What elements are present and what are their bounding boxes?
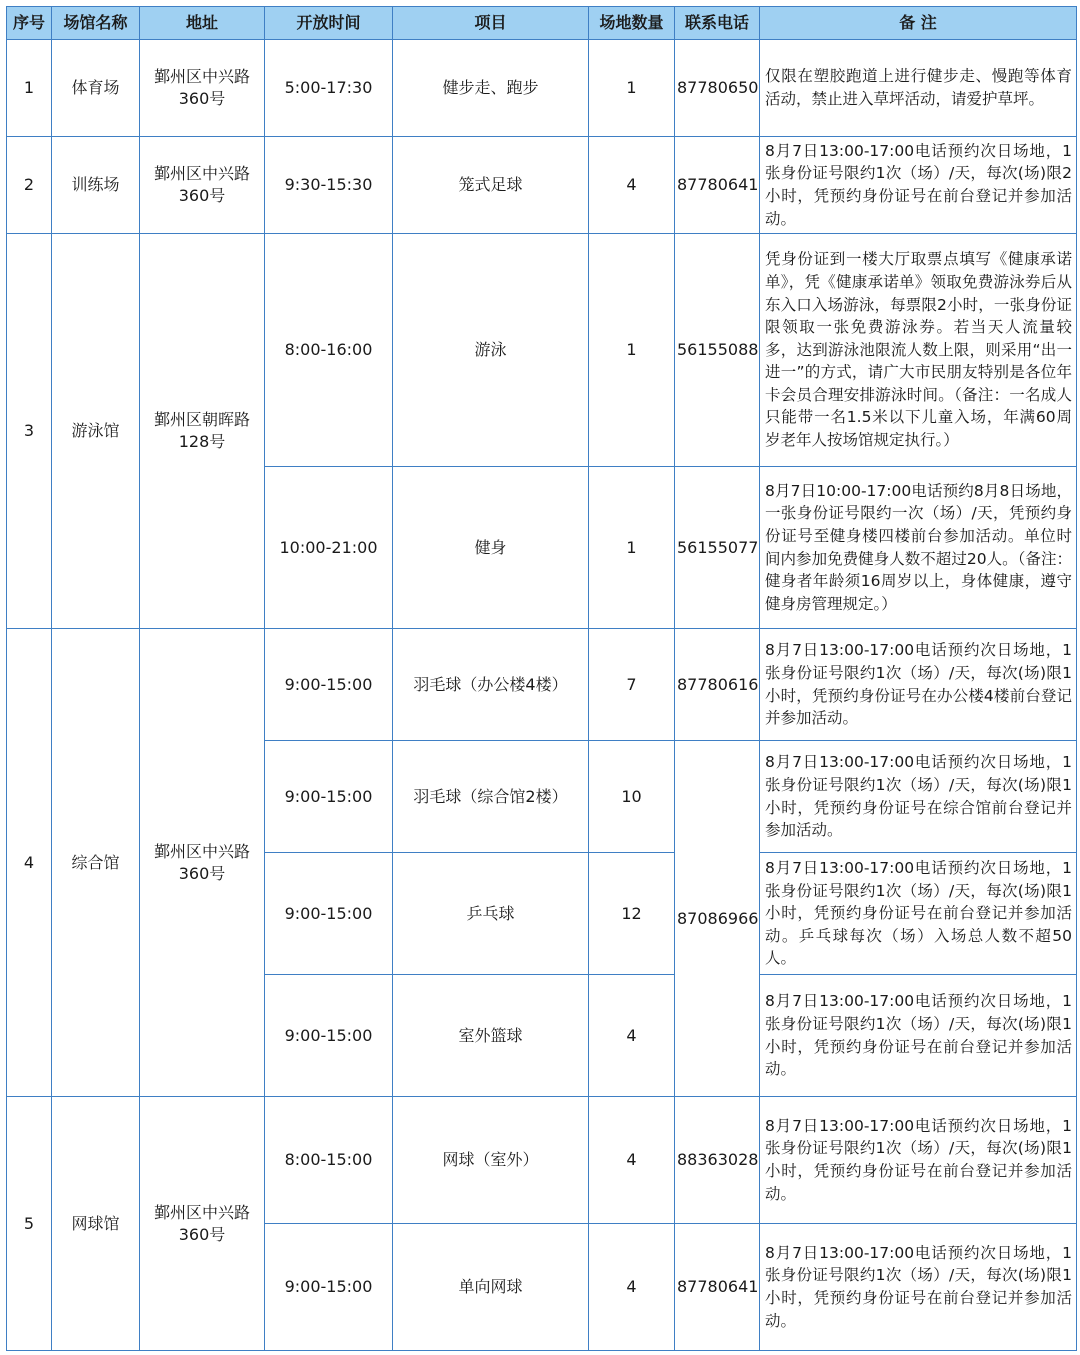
activity-item: 单向网球 <box>393 1224 589 1351</box>
open-hours: 9:30-15:30 <box>265 137 393 234</box>
header-open-hours: 开放时间 <box>265 7 393 40</box>
activity-item: 笼式足球 <box>393 137 589 234</box>
address-line: 360号 <box>178 186 226 205</box>
contact-phone: 87780641 <box>675 1224 760 1351</box>
court-count: 4 <box>589 1224 675 1351</box>
activity-item: 健身 <box>393 467 589 629</box>
header-no: 序号 <box>7 7 52 40</box>
venue-no: 4 <box>7 629 52 1097</box>
court-count: 1 <box>589 234 675 467</box>
address-line: 360号 <box>178 1224 226 1244</box>
header-court-count: 场地数量 <box>589 7 675 40</box>
venue-address <box>140 40 265 137</box>
activity-item: 网球（室外） <box>393 1097 589 1224</box>
table-row <box>7 629 1077 741</box>
court-count: 1 <box>589 467 675 629</box>
venue-address <box>140 234 265 629</box>
venue-address <box>140 629 265 1097</box>
open-hours: 5:00-17:30 <box>265 40 393 137</box>
contact-phone: 87780650 <box>675 40 760 137</box>
header-phone: 联系电话 <box>675 7 760 40</box>
open-hours: 9:00-15:00 <box>265 629 393 741</box>
table-row <box>7 137 1077 234</box>
venue-name: 游泳馆 <box>52 234 140 629</box>
address-line: 128号 <box>178 432 226 451</box>
contact-phone: 87086966 <box>675 741 760 1097</box>
note-text: 8月7日13:00-17:00电话预约次日场地，1张身份证号限约1次（场）/天，每次(场)限1小时，凭预约身份证号在前台登记并参加活动。乒乓球每次（场）入场总人数不超50人。 <box>760 853 1077 975</box>
open-hours: 9:00-15:00 <box>265 1224 393 1351</box>
header-row <box>7 7 1077 40</box>
contact-phone: 56155088 <box>675 234 760 467</box>
address-line: 360号 <box>178 863 226 883</box>
address-line: 鄞州区中兴路 <box>153 164 250 183</box>
note-text: 8月7日13:00-17:00电话预约次日场地，1张身份证号限约1次（场）/天，每次(场)限1小时，凭预约身份证号在办公楼4楼前台登记并参加活动。 <box>760 629 1077 741</box>
header-note: 备 注 <box>760 7 1077 40</box>
address-line: 鄞州区中兴路 <box>153 841 250 861</box>
activity-item: 游泳 <box>393 234 589 467</box>
activity-item: 羽毛球（综合馆2楼） <box>393 741 589 853</box>
open-hours: 9:00-15:00 <box>265 975 393 1097</box>
open-hours: 8:00-15:00 <box>265 1097 393 1224</box>
open-hours: 9:00-15:00 <box>265 741 393 853</box>
venue-name: 网球馆 <box>52 1097 140 1351</box>
table-row <box>7 1097 1077 1224</box>
venue-address <box>140 137 265 234</box>
venue-no: 3 <box>7 234 52 629</box>
address-line: 鄞州区朝晖路 <box>153 410 250 429</box>
venue-no: 1 <box>7 40 52 137</box>
activity-item: 健步走、跑步 <box>393 40 589 137</box>
contact-phone: 87780616 <box>675 629 760 741</box>
court-count: 4 <box>589 1097 675 1224</box>
venue-name: 体育场 <box>52 40 140 137</box>
note-text: 凭身份证到一楼大厅取票点填写《健康承诺单》，凭《健康承诺单》领取免费游泳券后从东入口入场游泳，每票限2小时，一张身份证限领取一张免费游泳券。若当天人流量较多，达到游泳池限流人数上限，则采用“出一进一”的方式，请广大市民朋友特别是各位年卡会员合理安排游泳时间。（备注：一名成人只能带一名1.5米以下儿童入场，年满60周岁老年人按场馆规定执行。） <box>760 234 1077 467</box>
note-text: 8月7日13:00-17:00电话预约次日场地，1张身份证号限约1次（场）/天，每次(场)限1小时，凭预约身份证号在前台登记并参加活动。 <box>760 975 1077 1097</box>
header-item: 项目 <box>393 7 589 40</box>
court-count: 4 <box>589 137 675 234</box>
activity-item: 乒乓球 <box>393 853 589 975</box>
court-count: 12 <box>589 853 675 975</box>
court-count: 10 <box>589 741 675 853</box>
note-text: 8月7日13:00-17:00电话预约次日场地，1张身份证号限约1次（场）/天，每次(场)限1小时，凭预约身份证号在前台登记并参加活动。 <box>760 1224 1077 1351</box>
header-address: 地址 <box>140 7 265 40</box>
contact-phone: 88363028 <box>675 1097 760 1224</box>
note-text: 仅限在塑胶跑道上进行健步走、慢跑等体育活动，禁止进入草坪活动，请爱护草坪。 <box>760 40 1077 137</box>
court-count: 4 <box>589 975 675 1097</box>
venue-no: 2 <box>7 137 52 234</box>
header-venue-name: 场馆名称 <box>52 7 140 40</box>
venue-name: 训练场 <box>52 137 140 234</box>
table-row <box>7 40 1077 137</box>
venue-schedule-table <box>6 6 1077 1351</box>
court-count: 1 <box>589 40 675 137</box>
venue-schedule-table-container <box>6 6 1077 1351</box>
contact-phone: 56155077 <box>675 467 760 629</box>
venue-name: 综合馆 <box>52 629 140 1097</box>
activity-item: 室外篮球 <box>393 975 589 1097</box>
court-count: 7 <box>589 629 675 741</box>
venue-no: 5 <box>7 1097 52 1351</box>
note-text: 8月7日10:00-17:00电话预约8月8日场地，一张身份证号限约一次（场）/天，凭预约身份证号至健身楼四楼前台参加活动。单位时间内参加免费健身人数不超过20人。（备注：健身者年龄须16周岁以上，身体健康，遵守健身房管理规定。） <box>760 467 1077 629</box>
open-hours: 9:00-15:00 <box>265 853 393 975</box>
venue-address <box>140 1097 265 1351</box>
note-text: 8月7日13:00-17:00电话预约次日场地，1张身份证号限约1次（场）/天，每次(场)限2小时，凭预约身份证号在前台登记并参加活动。 <box>760 137 1077 234</box>
open-hours: 10:00-21:00 <box>265 467 393 629</box>
contact-phone: 87780641 <box>675 137 760 234</box>
table-row <box>7 234 1077 467</box>
open-hours: 8:00-16:00 <box>265 234 393 467</box>
address-line: 鄞州区中兴路 <box>153 67 250 86</box>
address-line: 鄞州区中兴路 <box>153 1202 250 1222</box>
note-text: 8月7日13:00-17:00电话预约次日场地，1张身份证号限约1次（场）/天，每次(场)限1小时，凭预约身份证号在前台登记并参加活动。 <box>760 1097 1077 1224</box>
note-text: 8月7日13:00-17:00电话预约次日场地，1张身份证号限约1次（场）/天，每次(场)限1小时，凭预约身份证号在综合馆前台登记并参加活动。 <box>760 741 1077 853</box>
activity-item: 羽毛球（办公楼4楼） <box>393 629 589 741</box>
address-line: 360号 <box>178 89 226 108</box>
